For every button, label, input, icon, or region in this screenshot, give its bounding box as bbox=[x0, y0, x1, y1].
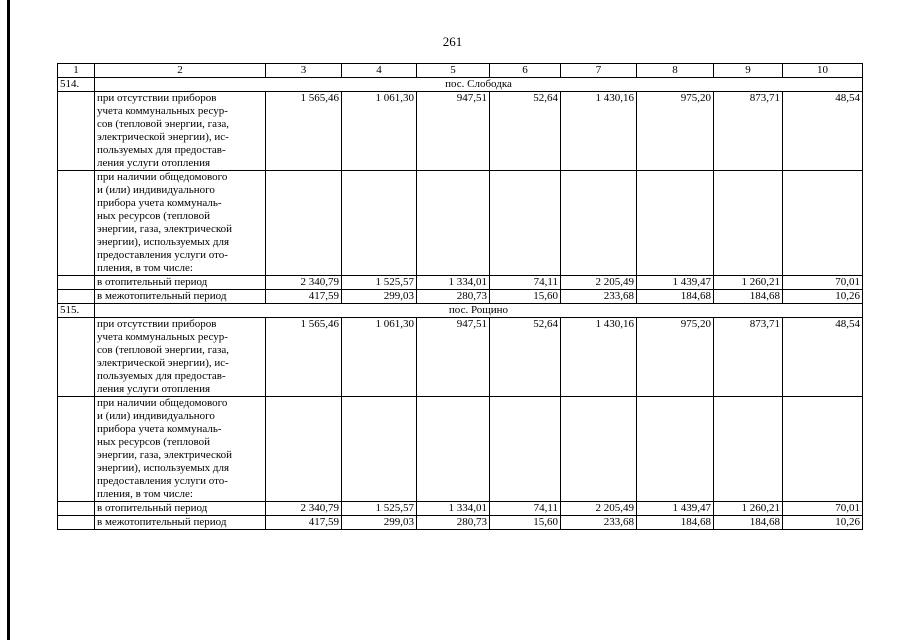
value-cell-col-6 bbox=[490, 397, 561, 502]
description-line: и (или) индивидуального bbox=[97, 184, 215, 196]
value-cell-col-7 bbox=[561, 397, 637, 502]
header-cell-1: 1 bbox=[58, 64, 95, 78]
value-cell-col-4 bbox=[342, 171, 417, 276]
value-cell-col-4: 1 525,57 bbox=[342, 276, 417, 290]
value-cell-col-10: 48,54 bbox=[783, 318, 863, 397]
tariff-table bbox=[57, 63, 863, 530]
value-cell-col-10: 10,26 bbox=[783, 290, 863, 304]
value-cell-col-4: 1 061,30 bbox=[342, 318, 417, 397]
table-row bbox=[58, 318, 863, 397]
header-cell-9: 9 bbox=[714, 64, 783, 78]
section-index: 515. bbox=[58, 304, 95, 318]
value-cell-col-6: 74,11 bbox=[490, 276, 561, 290]
section-index: 514. bbox=[58, 78, 95, 92]
value-cell-col-6 bbox=[490, 171, 561, 276]
value-cell-col-6: 52,64 bbox=[490, 92, 561, 171]
value-cell-col-8 bbox=[637, 171, 714, 276]
value-cell-col-10: 48,54 bbox=[783, 92, 863, 171]
description-cell bbox=[95, 276, 266, 290]
index-cell-empty bbox=[58, 276, 95, 290]
value-cell-col-6: 74,11 bbox=[490, 502, 561, 516]
description-line: и (или) индивидуального bbox=[97, 410, 215, 422]
value-cell-col-4: 1 525,57 bbox=[342, 502, 417, 516]
index-cell-empty bbox=[58, 92, 95, 171]
description-line: ления услуги отопления bbox=[97, 383, 211, 395]
value-cell-col-5: 947,51 bbox=[417, 92, 490, 171]
value-cell-col-9: 1 260,21 bbox=[714, 276, 783, 290]
table-row bbox=[58, 290, 863, 304]
value-cell-col-7: 1 430,16 bbox=[561, 318, 637, 397]
description-cell bbox=[95, 290, 266, 304]
value-cell-col-8: 1 439,47 bbox=[637, 502, 714, 516]
value-cell-col-9: 873,71 bbox=[714, 318, 783, 397]
description-line: пления, в том числе: bbox=[97, 488, 193, 500]
value-cell-col-8: 975,20 bbox=[637, 92, 714, 171]
header-cell-2: 2 bbox=[95, 64, 266, 78]
value-cell-col-7: 233,68 bbox=[561, 290, 637, 304]
description-line: сов (тепловой энергии, газа, bbox=[97, 344, 229, 356]
value-cell-col-10: 70,01 bbox=[783, 502, 863, 516]
value-cell-col-3: 417,59 bbox=[266, 516, 342, 530]
description-line: в межотопительный период bbox=[97, 290, 227, 302]
description-line: энергии, газа, электрической bbox=[97, 223, 233, 235]
value-cell-col-9 bbox=[714, 397, 783, 502]
description-line: при наличии общедомового bbox=[97, 171, 228, 183]
table-row bbox=[58, 516, 863, 530]
value-cell-col-7 bbox=[561, 171, 637, 276]
header-cell-6: 6 bbox=[490, 64, 561, 78]
value-cell-col-9 bbox=[714, 171, 783, 276]
description-line: ных ресурсов (тепловой bbox=[97, 210, 210, 222]
value-cell-col-8: 184,68 bbox=[637, 516, 714, 530]
description-line: предоставления услуги ото- bbox=[97, 249, 228, 261]
page-number: 261 bbox=[442, 34, 463, 49]
value-cell-col-7: 2 205,49 bbox=[561, 276, 637, 290]
value-cell-col-10: 70,01 bbox=[783, 276, 863, 290]
value-cell-col-9: 184,68 bbox=[714, 516, 783, 530]
value-cell-col-5 bbox=[417, 171, 490, 276]
value-cell-col-9: 184,68 bbox=[714, 290, 783, 304]
index-cell-empty bbox=[58, 290, 95, 304]
value-cell-col-7: 2 205,49 bbox=[561, 502, 637, 516]
description-line: ления услуги отопления bbox=[97, 157, 211, 169]
header-row bbox=[58, 64, 863, 78]
index-cell-empty bbox=[58, 502, 95, 516]
section-row bbox=[58, 78, 863, 92]
description-line: пления, в том числе: bbox=[97, 262, 193, 274]
header-cell-8: 8 bbox=[637, 64, 714, 78]
description-line: пользуемых для предостав- bbox=[97, 370, 226, 382]
description-line: учета коммунальных ресур- bbox=[97, 331, 228, 343]
value-cell-col-6: 15,60 bbox=[490, 290, 561, 304]
value-cell-col-3: 2 340,79 bbox=[266, 502, 342, 516]
value-cell-col-8: 1 439,47 bbox=[637, 276, 714, 290]
value-cell-col-3: 417,59 bbox=[266, 290, 342, 304]
index-cell-empty bbox=[58, 171, 95, 276]
description-line: предоставления услуги ото- bbox=[97, 475, 228, 487]
value-cell-col-5 bbox=[417, 397, 490, 502]
description-line: электрической энергии), ис- bbox=[97, 357, 229, 369]
value-cell-col-9: 873,71 bbox=[714, 92, 783, 171]
description-cell bbox=[95, 397, 266, 502]
value-cell-col-4: 299,03 bbox=[342, 516, 417, 530]
value-cell-col-4: 299,03 bbox=[342, 290, 417, 304]
table-row bbox=[58, 92, 863, 171]
value-cell-col-5: 280,73 bbox=[417, 290, 490, 304]
description-cell bbox=[95, 318, 266, 397]
description-line: энергии), используемых для bbox=[97, 462, 230, 474]
description-line: в отопительный период bbox=[97, 502, 208, 514]
header-cell-3: 3 bbox=[266, 64, 342, 78]
value-cell-col-3 bbox=[266, 397, 342, 502]
index-cell-empty bbox=[58, 318, 95, 397]
description-line: прибора учета коммуналь- bbox=[97, 423, 222, 435]
description-line: пользуемых для предостав- bbox=[97, 144, 226, 156]
page-left-edge-bar bbox=[7, 0, 10, 640]
settlement-name: пос. Слободка bbox=[95, 78, 863, 92]
header-cell-7: 7 bbox=[561, 64, 637, 78]
description-line: сов (тепловой энергии, газа, bbox=[97, 118, 229, 130]
value-cell-col-6: 15,60 bbox=[490, 516, 561, 530]
value-cell-col-5: 947,51 bbox=[417, 318, 490, 397]
table-row bbox=[58, 397, 863, 502]
value-cell-col-10 bbox=[783, 397, 863, 502]
header-cell-5: 5 bbox=[417, 64, 490, 78]
header-cell-10: 10 bbox=[783, 64, 863, 78]
table-row bbox=[58, 276, 863, 290]
settlement-name: пос. Рощино bbox=[95, 304, 863, 318]
description-cell bbox=[95, 171, 266, 276]
value-cell-col-4 bbox=[342, 397, 417, 502]
value-cell-col-5: 1 334,01 bbox=[417, 502, 490, 516]
description-cell bbox=[95, 516, 266, 530]
value-cell-col-4: 1 061,30 bbox=[342, 92, 417, 171]
value-cell-col-8: 184,68 bbox=[637, 290, 714, 304]
description-line: энергии), используемых для bbox=[97, 236, 230, 248]
description-line: при отсутствии приборов bbox=[97, 318, 217, 330]
description-line: при наличии общедомового bbox=[97, 397, 228, 409]
value-cell-col-3: 1 565,46 bbox=[266, 318, 342, 397]
description-line: прибора учета коммуналь- bbox=[97, 197, 222, 209]
table-row bbox=[58, 502, 863, 516]
table-row bbox=[58, 171, 863, 276]
description-line: в межотопительный период bbox=[97, 516, 227, 528]
value-cell-col-5: 1 334,01 bbox=[417, 276, 490, 290]
description-line: учета коммунальных ресур- bbox=[97, 105, 228, 117]
description-line: в отопительный период bbox=[97, 276, 208, 288]
description-cell bbox=[95, 92, 266, 171]
value-cell-col-7: 233,68 bbox=[561, 516, 637, 530]
table-body bbox=[58, 64, 863, 530]
value-cell-col-8 bbox=[637, 397, 714, 502]
description-line: электрической энергии), ис- bbox=[97, 131, 229, 143]
value-cell-col-10 bbox=[783, 171, 863, 276]
value-cell-col-5: 280,73 bbox=[417, 516, 490, 530]
value-cell-col-3: 2 340,79 bbox=[266, 276, 342, 290]
description-line: при отсутствии приборов bbox=[97, 92, 217, 104]
value-cell-col-8: 975,20 bbox=[637, 318, 714, 397]
index-cell-empty bbox=[58, 516, 95, 530]
value-cell-col-10: 10,26 bbox=[783, 516, 863, 530]
value-cell-col-9: 1 260,21 bbox=[714, 502, 783, 516]
value-cell-col-3 bbox=[266, 171, 342, 276]
value-cell-col-7: 1 430,16 bbox=[561, 92, 637, 171]
index-cell-empty bbox=[58, 397, 95, 502]
header-cell-4: 4 bbox=[342, 64, 417, 78]
value-cell-col-3: 1 565,46 bbox=[266, 92, 342, 171]
description-line: ных ресурсов (тепловой bbox=[97, 436, 210, 448]
description-line: энергии, газа, электрической bbox=[97, 449, 233, 461]
description-cell bbox=[95, 502, 266, 516]
value-cell-col-6: 52,64 bbox=[490, 318, 561, 397]
section-row bbox=[58, 304, 863, 318]
